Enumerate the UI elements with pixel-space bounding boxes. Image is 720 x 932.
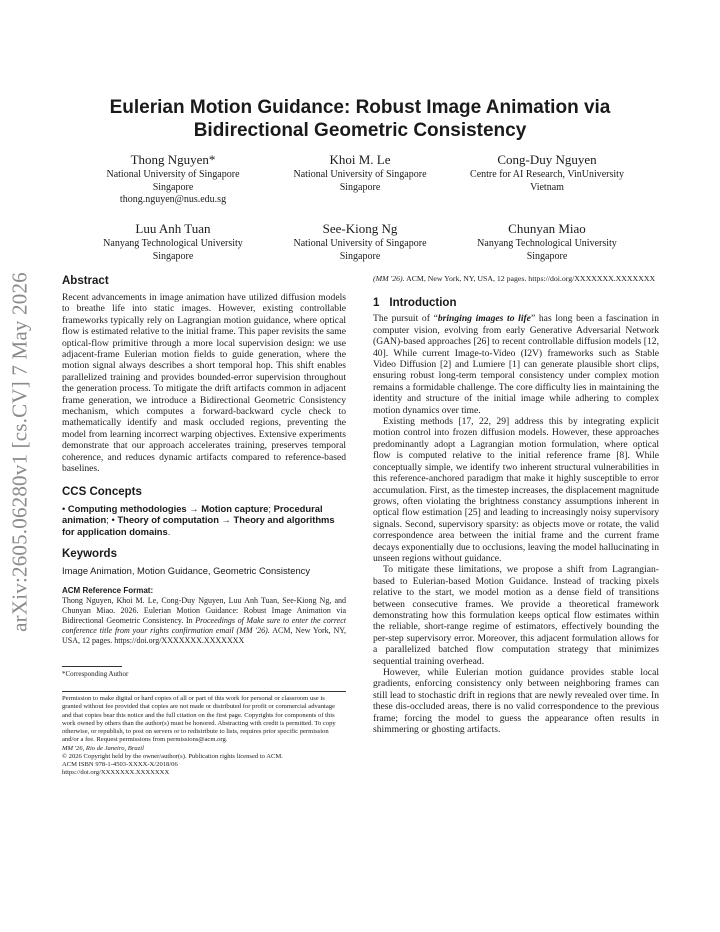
permission-rule — [62, 691, 346, 692]
author-name: Khoi M. Le — [329, 152, 391, 167]
ccs-item: Computing methodologies → Motion capture — [67, 502, 269, 514]
author-affiliation: Nanyang Technological University — [477, 238, 617, 249]
author-location: Singapore — [152, 181, 194, 193]
acm-reference-heading: ACM Reference Format: — [62, 585, 154, 595]
author-name: Cong-Duy Nguyen — [497, 152, 597, 167]
author-block-2 — [265, 152, 455, 194]
copyright-line: © 2026 Copyright held by the owner/author(s). Publication rights licensed to ACM. — [62, 752, 283, 760]
intro-paragraph-4: However, while Eulerian motion guidance provides stable local gradients, enforcing consistency only between neighboring frames can still lead to stochastic drift in regions that are newly revealed over time. In these dis-occluded areas, there is no valid correspondence to the previous frame; forcing the model to guess the appearance often results in shimmering or ghosting artifacts. — [373, 667, 659, 736]
intro-paragraph-1: The pursuit of “bringing images to life” has long been a fascination in computer vision, evolving from early Generative Adversarial Network (GAN)-based approaches [26] to recent controllable diffusion models [12, 40]. While current Image-to-Video (I2V) frameworks such as Stable Video Diffusion [2] and Lumiere [1] can generate plausible short clips, ensuring robust long-term temporal consistency under complex motion remains a formidable challenge. The core difficulty lies in maintaining the identity and structure of the initial image while adhering to complex motion dynamics over time. — [373, 313, 660, 416]
author-affiliation: National University of Singapore — [293, 169, 427, 180]
author-block-5 — [265, 221, 455, 263]
author-location: Singapore — [339, 181, 381, 193]
paper-title: Eulerian Motion Guidance: Robust Image Animation via Bidirectional Geometric Consistency — [109, 97, 611, 141]
author-location: Singapore — [339, 250, 381, 262]
author-block-6 — [452, 221, 642, 263]
author-affiliation: Centre for AI Research, VinUniversity — [470, 169, 624, 180]
doi-link[interactable]: https://doi.org/XXXXXXX.XXXXXXX — [62, 769, 170, 777]
author-name: Luu Anh Tuan — [135, 221, 211, 236]
isbn-line: ACM ISBN 978-1-4503-XXXX-X/2018/06 — [62, 760, 178, 768]
author-location: Vietnam — [530, 181, 564, 193]
ccs-heading: CCS Concepts — [62, 485, 142, 498]
intro-paragraph-2: Existing methods [17, 22, 29] address this by integrating explicit motion control into frozen diffusion models. However, these approaches predominantly adopt a Lagrangian motion formulation, where optical flow is computed relative to the initial reference frame [8]. While conceptually simple, we identify two inherent structural vulnerabilities in this reference-anchored paradigm that make it highly susceptible to error accumulation. First, as the timestep increases, the displacement magnitude grows, often violating the brightness constancy assumptions inherent in optical flow estimation [25] and leading to increasingly noisy supervisory signals. Second, supervisory sparsity: as objects move or rotate, the valid correspondence area between the initial frame and the current frame decays exponentially due to occlusions, leaving the model hallucinating in unseen regions without guidance. — [373, 416, 659, 564]
author-name: Thong Nguyen* — [130, 152, 216, 167]
author-affiliation: National University of Singapore — [293, 238, 427, 249]
author-name: See-Kiong Ng — [322, 221, 398, 236]
author-block-1 — [78, 152, 268, 207]
corresponding-author-footnote: *Corresponding Author — [62, 670, 129, 679]
conference-venue: MM '26, Rio de Janeiro, Brazil — [62, 744, 144, 752]
ccs-item: Theory of computation → Theory and algorithms for application domains — [62, 514, 335, 537]
left-column — [62, 274, 346, 777]
author-affiliation: National University of Singapore — [106, 169, 240, 180]
author-block-3 — [452, 152, 642, 194]
ccs-item: Procedural animation — [62, 502, 323, 526]
permission-notice: Permission to make digital or hard copies of all or part of this work for personal or classroom use is granted without fee provided that copies are not made or distributed for profit or commercial advantage and that copies bear this notice and the full citation on the first page. Copyrights for components of this work owned by others than the author(s) must be honored. Abstracting with credit is permitted. To copy otherwise, or republish, to post on servers or to redistribute to lists, requires prior specific permission and/or a fee. Request permissions from permissions@acm.org. — [62, 695, 336, 744]
abstract-heading: Abstract — [62, 275, 109, 287]
author-name: Chunyan Miao — [508, 221, 586, 236]
acm-reference-continuation: (MM '26). ACM, New York, NY, USA, 12 pages. https://doi.org/XXXXXXX.XXXXXXX — [373, 274, 656, 283]
author-email[interactable]: thong.nguyen@nus.edu.sg — [119, 194, 227, 205]
keywords-heading: Keywords — [62, 548, 117, 561]
arxiv-identifier-stamp — [0, 262, 40, 642]
author-affiliation: Nanyang Technological University — [103, 238, 243, 249]
right-column — [373, 274, 659, 735]
abstract-text: Recent advancements in image animation have utilized diffusion models to breathe life into static images. However, existing controllable frameworks typically rely on Lagrangian motion guidance, where optical flow is estimated relative to the initial frame. This paper revisits the same optical-flow primitive through a more local supervision design: we use adjacent-frame Eulerian motion fields to guide generation, where the motion signal always describes a short temporal hop. This shift enables parallelized training and provides bounded-error supervision throughout the generation process. To mitigate the drift artifacts common in adjacent frame generation, we introduce a Bidirectional Geometric Consistency mechanism, which computes a forward-backward cycle check to mathematically identify and mask occluded regions, preventing the model from learning incorrect warping objectives. Extensive experiments demonstrate that our approach accelerates training, preserves temporal coherence, and reduces dynamic artifacts compared to reference-based baselines. — [62, 292, 346, 475]
footnote-rule — [62, 666, 122, 667]
arxiv-stamp-text: arXiv:2605.06280v1 [cs.CV] 7 May 2026 — [7, 272, 32, 632]
acm-reference-text: Thong Nguyen, Khoi M. Le, Cong-Duy Nguyen, Luu Anh Tuan, See-Kiong Ng, and Chunyan Miao. 2026. Eulerian Motion Guidance: Robust Image Animation via Bidirectional Geometric Consistency. In Proceedings of Make sure to enter the correct conference title from your rights confirmation email (MM '26). ACM, New York, NY, USA, 12 pages. https://doi.org/XXXXXXX.XXXXXXX — [62, 596, 347, 646]
author-location: Singapore — [152, 250, 194, 262]
introduction-heading: 1 Introduction — [373, 297, 457, 309]
ccs-concepts: • Computing methodologies → Motion capture; Procedural animation; • Theory of computation → Theory and algorithms for application domains. — [62, 502, 335, 537]
author-block-4 — [78, 221, 268, 263]
author-location: Singapore — [526, 250, 568, 262]
keywords-text: Image Animation, Motion Guidance, Geometric Consistency — [62, 565, 311, 577]
intro-paragraph-3: To mitigate these limitations, we propose a shift from Lagrangian-based to Eulerian-based Motion Guidance. Instead of tracking pixels relative to the start, we model motion as a dense field of transitions between consecutive frames. We provide a theoretical framework demonstrating how this formulation keeps optical flow estimates within the reliable, short-range regime of estimators, effectively bounding the per-step supervisory error. Moreover, this adjacent formulation allows for a parallelized batched flow computation strategy that minimizes sequential training overhead. — [373, 564, 659, 667]
